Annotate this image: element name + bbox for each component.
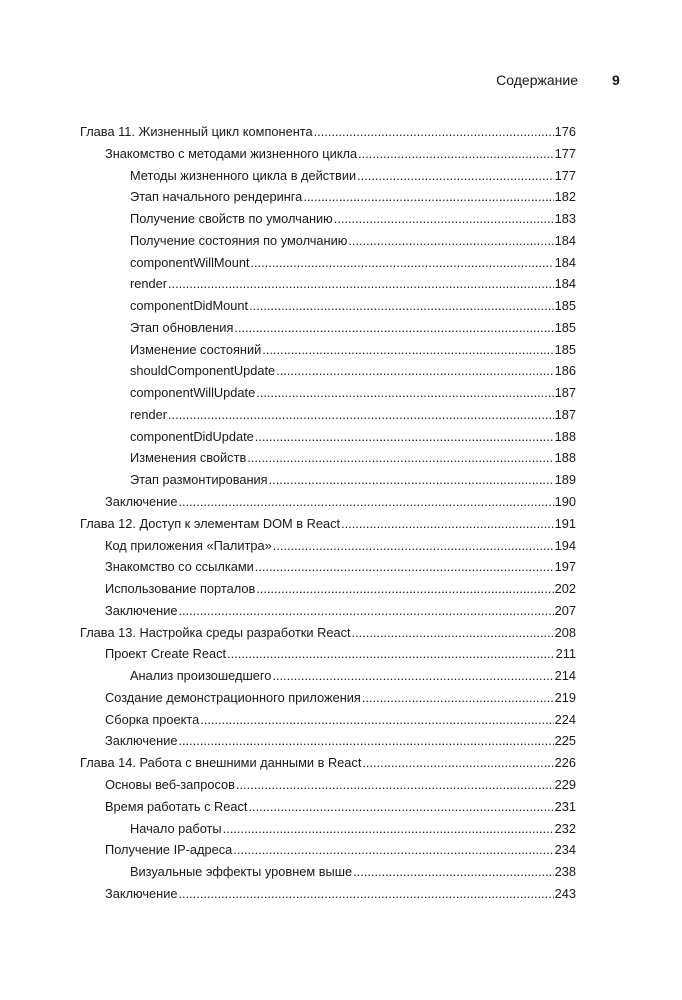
- toc-dot-leader: [248, 796, 553, 818]
- toc-entry-page: 189: [554, 472, 576, 488]
- toc-dot-leader: [348, 230, 553, 252]
- toc-entry-title: Основы веб-запросов: [105, 776, 235, 792]
- toc-entry-title: Методы жизненного цикла в действии: [130, 167, 357, 183]
- toc-entry-title: Начало работы: [130, 820, 222, 836]
- toc-entry-title: Глава 11. Жизненный цикл компонента: [80, 124, 313, 139]
- toc-entry-title: Изменения свойств: [130, 450, 247, 466]
- toc-entry-page: 243: [554, 885, 576, 901]
- toc-entry-page: 182: [554, 189, 576, 205]
- toc-section-entry: [80, 861, 576, 883]
- toc-entry-page: 202: [554, 581, 576, 597]
- toc-dot-leader: [353, 861, 554, 883]
- toc-section-entry: [80, 295, 576, 317]
- toc-dot-leader: [262, 339, 553, 361]
- toc-section-entry: [80, 883, 576, 905]
- toc-dot-leader: [223, 818, 554, 840]
- running-header: [0, 70, 682, 90]
- toc-entry-title: Получение IP-адреса: [105, 842, 233, 858]
- toc-section-entry: [80, 317, 576, 339]
- toc-section-entry: [80, 404, 576, 426]
- toc-dot-leader: [358, 143, 554, 165]
- toc-dot-leader: [362, 752, 553, 774]
- toc-entry-page: 185: [554, 319, 576, 335]
- toc-section-entry: [80, 578, 576, 600]
- toc-entry-title: Заключение: [105, 733, 178, 749]
- toc-dot-leader: [256, 578, 553, 600]
- page-number: 9: [612, 72, 620, 88]
- toc-section-entry: [80, 143, 576, 165]
- toc-entry-page: 208: [554, 624, 576, 640]
- toc-entry-title: componentWillUpdate: [130, 385, 256, 401]
- toc-section-entry: [80, 426, 576, 448]
- toc-entry-title: Этап размонтирования: [130, 472, 268, 488]
- toc-entry-page: 177: [554, 145, 576, 161]
- toc-dot-leader: [168, 273, 554, 295]
- toc-dot-leader: [233, 839, 553, 861]
- toc-section-entry: [80, 687, 576, 709]
- toc-entry-page: 219: [554, 689, 576, 705]
- toc-dot-leader: [179, 730, 554, 752]
- toc-entry-title: Получение состояния по умолчанию: [130, 232, 348, 248]
- toc-section-entry: [80, 665, 576, 687]
- toc-entry-page: 184: [554, 254, 576, 270]
- toc-entry-page: 177: [554, 167, 576, 183]
- toc-dot-leader: [200, 709, 553, 731]
- toc-section-entry: [80, 186, 576, 208]
- toc-section-entry: [80, 535, 576, 557]
- toc-dot-leader: [179, 491, 554, 513]
- toc-section-entry: [80, 230, 576, 252]
- toc-section-entry: [80, 165, 576, 187]
- toc-entry-page: 238: [554, 864, 576, 880]
- toc-entry-page: 185: [554, 298, 576, 314]
- toc-entry-title: Этап обновления: [130, 319, 234, 335]
- toc-dot-leader: [251, 252, 554, 274]
- toc-section-entry: [80, 208, 576, 230]
- toc-dot-leader: [341, 513, 554, 535]
- toc-dot-leader: [362, 687, 554, 709]
- toc-dot-leader: [249, 295, 554, 317]
- toc-entry-page: 214: [554, 668, 576, 684]
- toc-dot-leader: [352, 622, 554, 644]
- toc-section-entry: [80, 491, 576, 513]
- toc-entry-page: 184: [554, 276, 576, 292]
- toc-section-entry: [80, 556, 576, 578]
- toc-section-entry: [80, 730, 576, 752]
- toc-entry-title: componentWillMount: [130, 254, 250, 270]
- toc-dot-leader: [334, 208, 554, 230]
- toc-entry-title: componentDidMount: [130, 298, 249, 314]
- toc-entry-title: Получение свойств по умолчанию: [130, 211, 333, 227]
- toc-dot-leader: [303, 186, 553, 208]
- toc-entry-page: 187: [554, 385, 576, 401]
- toc-entry-page: 185: [554, 341, 576, 357]
- toc-entry-title: Время работать с React: [105, 798, 248, 814]
- toc-entry-page: 229: [554, 776, 576, 792]
- toc-section-entry: [80, 643, 576, 665]
- toc-section-entry: [80, 447, 576, 469]
- toc-entry-page: 188: [554, 428, 576, 444]
- toc-section-entry: [80, 774, 576, 796]
- toc-entry-title: render: [130, 276, 167, 292]
- toc-chapter-entry: [80, 513, 576, 535]
- toc-entry-title: Код приложения «Палитра»: [105, 537, 272, 553]
- toc-dot-leader: [168, 404, 554, 426]
- toc-section-entry: [80, 382, 576, 404]
- toc-dot-leader: [269, 469, 554, 491]
- toc-dot-leader: [234, 317, 553, 339]
- toc-dot-leader: [273, 535, 554, 557]
- toc-section-entry: [80, 360, 576, 382]
- toc-chapter-entry: [80, 752, 576, 774]
- toc-dot-leader: [272, 665, 553, 687]
- toc-entry-page: 225: [554, 733, 576, 749]
- toc-dot-leader: [314, 121, 554, 143]
- toc-entry-page: 234: [554, 842, 576, 858]
- toc-entry-title: Использование порталов: [105, 581, 256, 597]
- toc-section-entry: [80, 339, 576, 361]
- toc-entry-page: 226: [554, 755, 576, 771]
- toc-dot-leader: [227, 643, 554, 665]
- toc-entry-page: 197: [554, 559, 576, 575]
- toc-entry-page: 232: [554, 820, 576, 836]
- toc-entry-page: 231: [554, 798, 576, 814]
- toc-entry-title: Знакомство с методами жизненного цикла: [105, 145, 358, 161]
- toc-entry-page: 187: [554, 406, 576, 422]
- toc-chapter-entry: [80, 121, 576, 143]
- toc-entry-title: Глава 12. Доступ к элементам DOM в React: [80, 515, 341, 531]
- toc-entry-title: Заключение: [105, 602, 178, 618]
- toc-dot-leader: [236, 774, 554, 796]
- toc-entry-title: Изменение состояний: [130, 341, 262, 357]
- toc-entry-title: shouldComponentUpdate: [130, 363, 276, 379]
- toc-section-entry: [80, 469, 576, 491]
- toc-entry-title: componentDidUpdate: [130, 428, 254, 444]
- running-header-title: Содержание: [496, 72, 578, 88]
- toc-dot-leader: [357, 165, 554, 187]
- toc-entry-page: 207: [554, 602, 576, 618]
- toc-entry-page: 183: [554, 211, 576, 227]
- table-of-contents: [80, 121, 576, 905]
- toc-section-entry: [80, 273, 576, 295]
- toc-entry-title: Визуальные эффекты уровнем выше: [130, 864, 353, 880]
- toc-dot-leader: [256, 382, 553, 404]
- toc-dot-leader: [247, 447, 553, 469]
- toc-entry-title: render: [130, 406, 167, 422]
- toc-section-entry: [80, 818, 576, 840]
- toc-section-entry: [80, 709, 576, 731]
- toc-entry-title: Глава 13. Настройка среды разработки React: [80, 624, 351, 640]
- toc-dot-leader: [179, 600, 554, 622]
- toc-entry-title: Создание демонстрационного приложения: [105, 689, 361, 705]
- toc-entry-page: 176: [554, 124, 576, 139]
- toc-section-entry: [80, 796, 576, 818]
- toc-entry-page: 188: [554, 450, 576, 466]
- toc-entry-page: 186: [554, 363, 576, 379]
- toc-entry-page: 191: [554, 515, 576, 531]
- toc-dot-leader: [276, 360, 554, 382]
- toc-entry-page: 190: [554, 494, 576, 510]
- toc-entry-title: Сборка проекта: [105, 711, 200, 727]
- toc-section-entry: [80, 252, 576, 274]
- toc-entry-page: 211: [555, 646, 576, 662]
- toc-chapter-entry: [80, 622, 576, 644]
- toc-entry-page: 184: [554, 232, 576, 248]
- toc-entry-title: Глава 14. Работа с внешними данными в React: [80, 755, 362, 771]
- toc-dot-leader: [179, 883, 554, 905]
- toc-entry-title: Анализ произошедшего: [130, 668, 272, 684]
- toc-entry-page: 194: [554, 537, 576, 553]
- toc-section-entry: [80, 839, 576, 861]
- toc-dot-leader: [255, 426, 554, 448]
- toc-section-entry: [80, 600, 576, 622]
- toc-entry-title: Этап начального рендеринга: [130, 189, 303, 205]
- toc-entry-title: Проект Create React: [105, 646, 227, 662]
- toc-entry-title: Заключение: [105, 885, 178, 901]
- toc-entry-title: Заключение: [105, 494, 178, 510]
- toc-entry-title: Знакомство со ссылками: [105, 559, 254, 575]
- toc-entry-page: 224: [554, 711, 576, 727]
- toc-dot-leader: [255, 556, 554, 578]
